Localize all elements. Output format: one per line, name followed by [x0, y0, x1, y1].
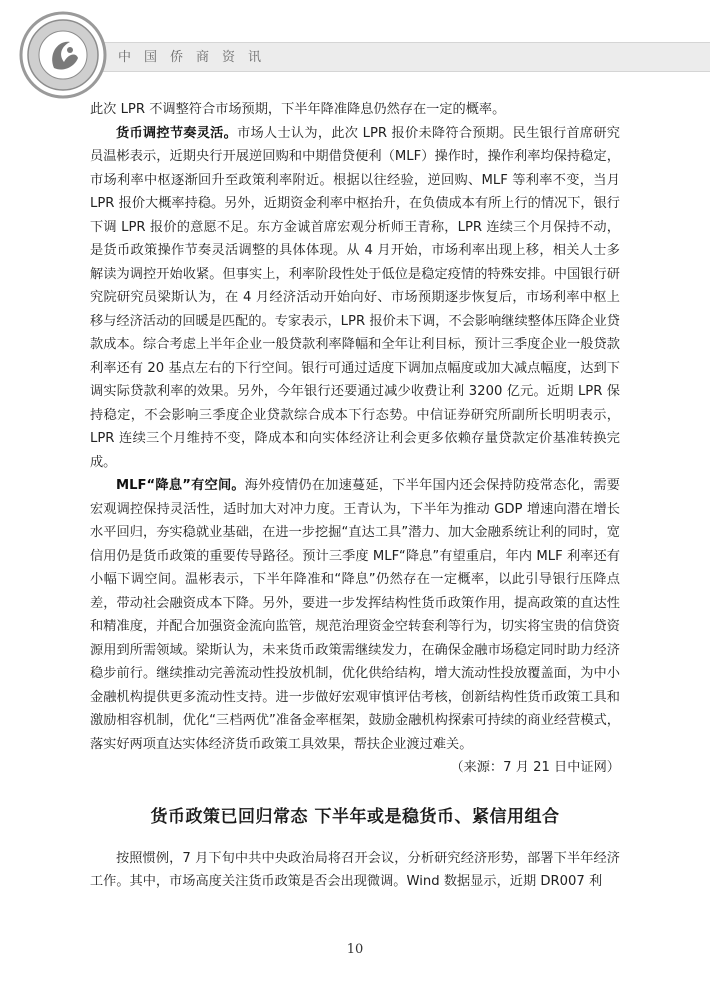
paragraph-monetary-rhythm [90, 122, 620, 475]
paragraph-mlf-space [90, 474, 620, 756]
paragraph-text: 市场人士认为，此次 LPR 报价未降符合预期。民生银行首席研究员温彬表示，近期央行开展逆回购和中期借贷便利（MLF）操作时，操作利率均保持稳定，市场利率中枢逐渐回升至政策利率附近。根据以往经验，逆回购、MLF 等利率不变，当月 LPR 报价大概率持稳。另外，近期资金利率中枢抬升，在负债成本有所上行的情况下，银行下调 LPR 报价的意愿不足。东方金诚首席宏观分析师王青称，LPR 连续三个月保持不动，是货币政策操作节奏灵活调整的具体体现。从 4 月开始，市场利率出现上移，相关人士多解读为调控开始收紧。但事实上，利率阶段性处于低位是稳定疫情的特殊安排。中国银行研究院研究员梁斯认为，在 4 月经济活动开始向好、市场预期逐步恢复后，市场利率中枢上移与经济活动的回暖是匹配的。专家表示，LPR 报价未下调，不会影响继续整体压降企业贷款成本。综合考虑上半年企业一般贷款利率降幅和全年让利目标，预计三季度企业一般贷款利率还有 20 基点左右的下行空间。银行可通过适度下调加点幅度或加大减点幅度，达到下调实际贷款利率的效果。另外，今年银行还要通过减少收费让利 3200 亿元。近期 LPR 保持稳定，不会影响三季度企业贷款综合成本下行态势。中信证券研究所副所长明明表示，LPR 连续三个月维持不变，降成本和向实体经济让利会更多依赖存量贷款定价基准转换完成。 [90, 125, 620, 470]
article-headline: 货币政策已回归常态 下半年或是稳货币、紧信用组合 [150, 806, 560, 827]
paragraph-lead-heading: 货币调控节奏灵活。 [116, 125, 238, 141]
paragraph-intro: 此次 LPR 不调整符合市场预期，下半年降准降息仍然存在一定的概率。 [90, 102, 506, 117]
chamber-logo-icon [18, 10, 108, 100]
paragraph-next-article: 按照惯例，7 月下旬中共中央政治局将召开会议，分析研究经济形势，部署下半年经济工作。其中，市场高度关注货币政策是否会出现微调。Wind 数据显示，近期 DR007 利 [90, 850, 620, 889]
page-number: 10 [346, 942, 364, 957]
source-citation: （来源：7 月 21 日中证网） [450, 760, 620, 775]
paragraph-lead-heading: MLF“降息”有空间。 [116, 478, 245, 493]
header-section-title: 中国侨商资讯 [118, 50, 275, 65]
paragraph-text: 海外疫情仍在加速蔓延，下半年国内还会保持防疫常态化，需要宏观调控保持灵活性，适时加大对冲力度。王青认为，下半年为推动 GDP 增速向潜在增长水平回归，夯实稳就业基础，在进一步挖掘“直达工具”潜力、加大金融系统让利的同时，宽信用仍是货币政策的重要传导路径。预计三季度 MLF“降息”有望重启，年内 MLF 利率还有小幅下调空间。温彬表示，下半年降准和“降息”仍然存在一定概率，以此引导银行压降点差，带动社会融资成本下降。另外，要进一步发挥结构性货币政策作用，提高政策的直达性和精准度，并配合加强资金流向监管，规范治理资金空转套利等行为，切实将宝贵的信贷资源用到所需领域。梁斯认为，未来货币政策需继续发力，在确保金融市场稳定同时助力经济稳步前行。继续推动完善流动性投放机制，优化供给结构，增大流动性投放覆盖面，为中小金融机构提供更多流动性支持。进一步做好宏观审慎评估考核，创新结构性货币政策工具和激励相容机制，优化“三档两优”准备金率框架，鼓励金融机构探索可持续的商业经营模式，落实好两项直达实体经济货币政策工具效果，帮扶企业渡过难关。 [90, 478, 620, 752]
page-header [0, 0, 710, 100]
article-content [90, 98, 620, 894]
